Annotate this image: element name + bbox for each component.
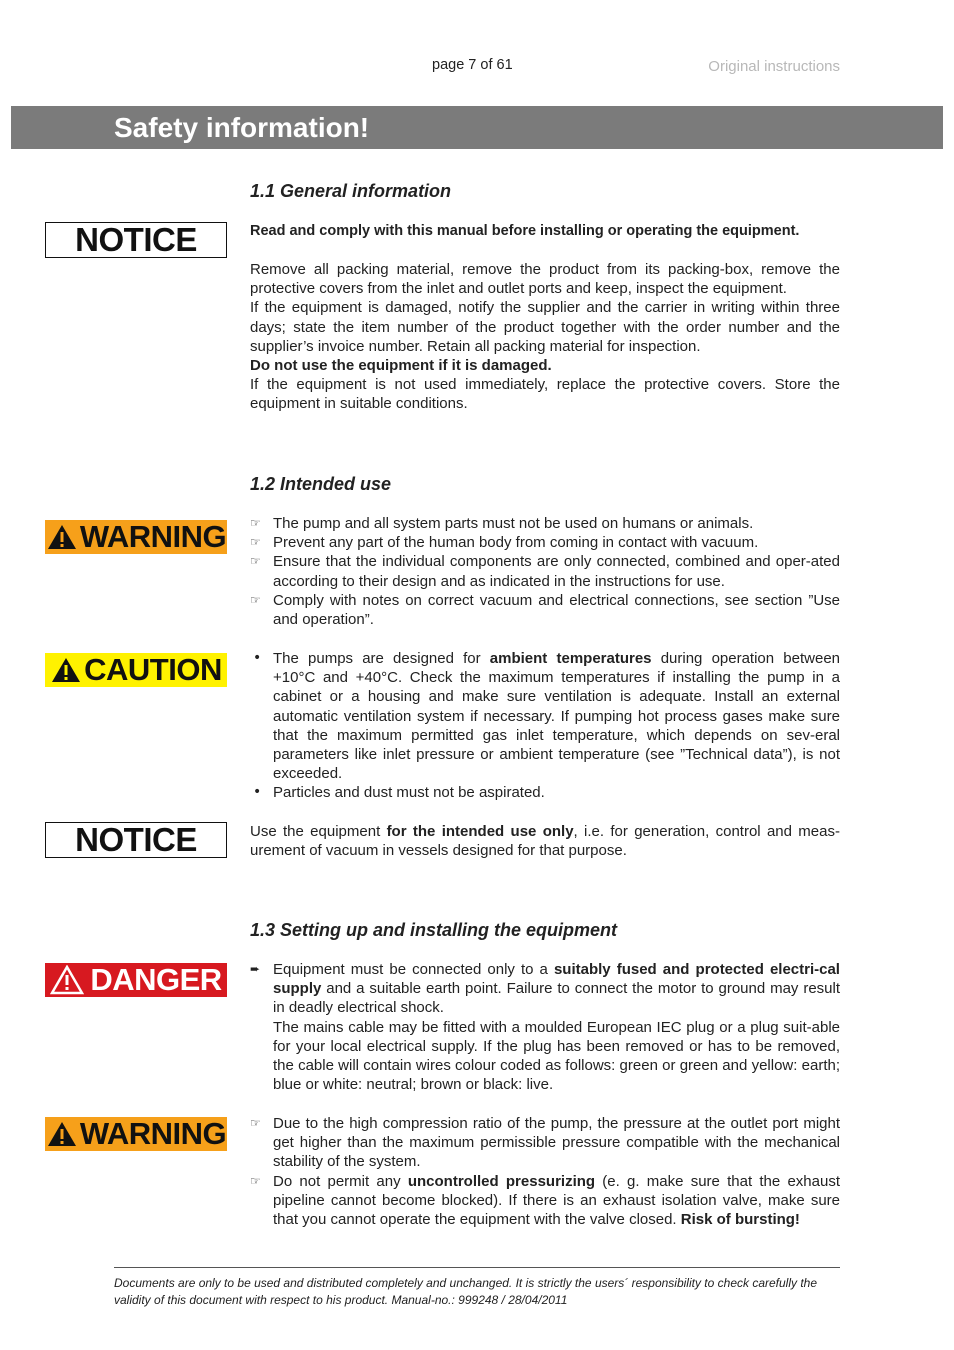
caution-triangle-icon — [50, 656, 82, 684]
setup-warning-list — [250, 1114, 840, 1229]
pointing-hand-icon: ☞ — [250, 1173, 261, 1188]
notice-label — [45, 222, 227, 258]
page-title: Safety information! — [114, 112, 370, 143]
warning-label — [45, 520, 227, 554]
pointing-hand-icon: ☞ — [250, 1116, 261, 1130]
list-item: ☞ Ensure that the individual components are only connected, combined and oper-ated according to their design and as indicated in the instructions for use. — [250, 553, 840, 590]
notice-label — [45, 822, 227, 858]
pointing-hand-icon: ☞ — [250, 516, 261, 530]
pointing-hand-icon: ☞ — [250, 554, 261, 569]
intended-warning-list — [250, 514, 840, 629]
title-banner — [11, 106, 943, 149]
page-number: page 7 of 61 — [432, 57, 513, 73]
general-paragraph-4: If the equipment is not used immediately, replace the protective covers. Store the equipment in suitable conditions. — [250, 376, 840, 413]
pointing-hand-icon: ☞ — [250, 592, 261, 607]
section-heading-general: 1.1 General information — [250, 181, 452, 201]
section-heading-setup: 1.3 Setting up and installing the equipment — [250, 920, 618, 940]
bullet-icon: • — [253, 650, 262, 666]
arrow-icon: ➨ — [250, 962, 261, 976]
list-item: • Particles and dust must not be aspirated. — [253, 784, 545, 802]
list-item: ☞ The pump and all system parts must not be used on humans or animals. — [250, 515, 754, 532]
list-item-continuation: The mains cable may be fitted with a moulded European IEC plug or a plug suit-able for your local electrical supply. If the plug has been removed or has to be removed, the cable will contain wires colour coded as follows: green or green and yellow: earth; blue or white: neutral; brown or black: live. — [273, 1018, 840, 1094]
warning-triangle-icon — [46, 1120, 78, 1148]
setup-danger-list — [250, 960, 840, 1094]
footer-divider — [114, 1267, 840, 1268]
general-paragraph-2: If the equipment is damaged, notify the supplier and the carrier in writing within three days; state the item number of the product together with the order number and the supplier’s invoice number. Retain all packing material for inspection. — [250, 299, 840, 355]
notice-label-text: NOTICE — [75, 221, 197, 258]
caution-label-text: CAUTION — [84, 652, 222, 687]
pointing-hand-icon: ☞ — [250, 535, 261, 550]
footer-disclaimer: Documents are only to be used and distributed completely and unchanged. It is strictly the users´ responsibility to check carefully the validity of this document with respect to his product. Manual-no.: 999248 / 28/04/2011 — [114, 1276, 818, 1307]
list-item: ☞ Comply with notes on correct vacuum and electrical connections, see section ”Use and operation”. — [250, 591, 840, 629]
general-intro — [250, 222, 840, 241]
list-item: • The pumps are designed for ambient temperatures during operation between +10°C and +40°C. Check the maximum temperatures if installing the pump in a cabinet or a housing and make sure ventilation is adequate. Install an external automatic ventilation system if necessary. If pumping hot process gases make sure that the maximum permitted gas inlet temperature, which depends on sev-eral parameters like inlet pressure or ambient temperature (see ”Technical data”), is not exceeded. — [253, 650, 841, 783]
general-paragraph-1: Remove all packing material, remove the product from its packing-box, remove the protective covers from the inlet and outlet ports and keep, inspect the equipment. — [250, 261, 840, 298]
caution-label — [45, 653, 227, 687]
general-paragraph-3: Do not use the equipment if it is damaged. — [250, 357, 552, 375]
section-heading-intended-use: 1.2 Intended use — [250, 474, 392, 494]
danger-label-text: DANGER — [90, 962, 222, 997]
list-item: ➨ Equipment must be connected only to a suitably fused and protected electri-cal supply and a suitable earth point. Failure to connect the motor to ground may result in deadly electrical shock. — [250, 961, 840, 1017]
danger-triangle-icon — [50, 965, 84, 995]
warning-label — [45, 1117, 227, 1151]
warning-triangle-icon — [46, 523, 78, 551]
list-item: ☞ Do not permit any uncontrolled pressurizing (e. g. make sure that the exhaust pipeline cannot become blocked). If there is an exhaust isolation valve, make sure that you cannot operate the equipment with the valve closed. Risk of bursting! — [250, 1172, 840, 1229]
warning-label-text: WARNING — [79, 519, 227, 554]
intended-caution-list — [250, 649, 840, 803]
list-item: ☞ Due to the high compression ratio of the pump, the pressure at the outlet port might get higher than the maximum permissible pressure compatible with the mechanical stability of the system. — [250, 1115, 840, 1171]
warning-label-text: WARNING — [79, 1116, 227, 1151]
bullet-icon: • — [253, 784, 262, 801]
general-intro-bold: Read and comply with this manual before installing or operating the equipment. — [250, 223, 800, 239]
original-instructions-label: Original instructions — [708, 58, 840, 75]
danger-label — [45, 963, 227, 997]
notice-label-text: NOTICE — [75, 821, 197, 858]
list-item: ☞ Prevent any part of the human body from coming in contact with vacuum. — [250, 534, 759, 552]
general-body — [250, 260, 840, 414]
intended-notice-text: Use the equipment for the intended use only, i.e. for generation, control and meas-urement of vacuum in vessels designed for that purpose. — [250, 823, 840, 860]
